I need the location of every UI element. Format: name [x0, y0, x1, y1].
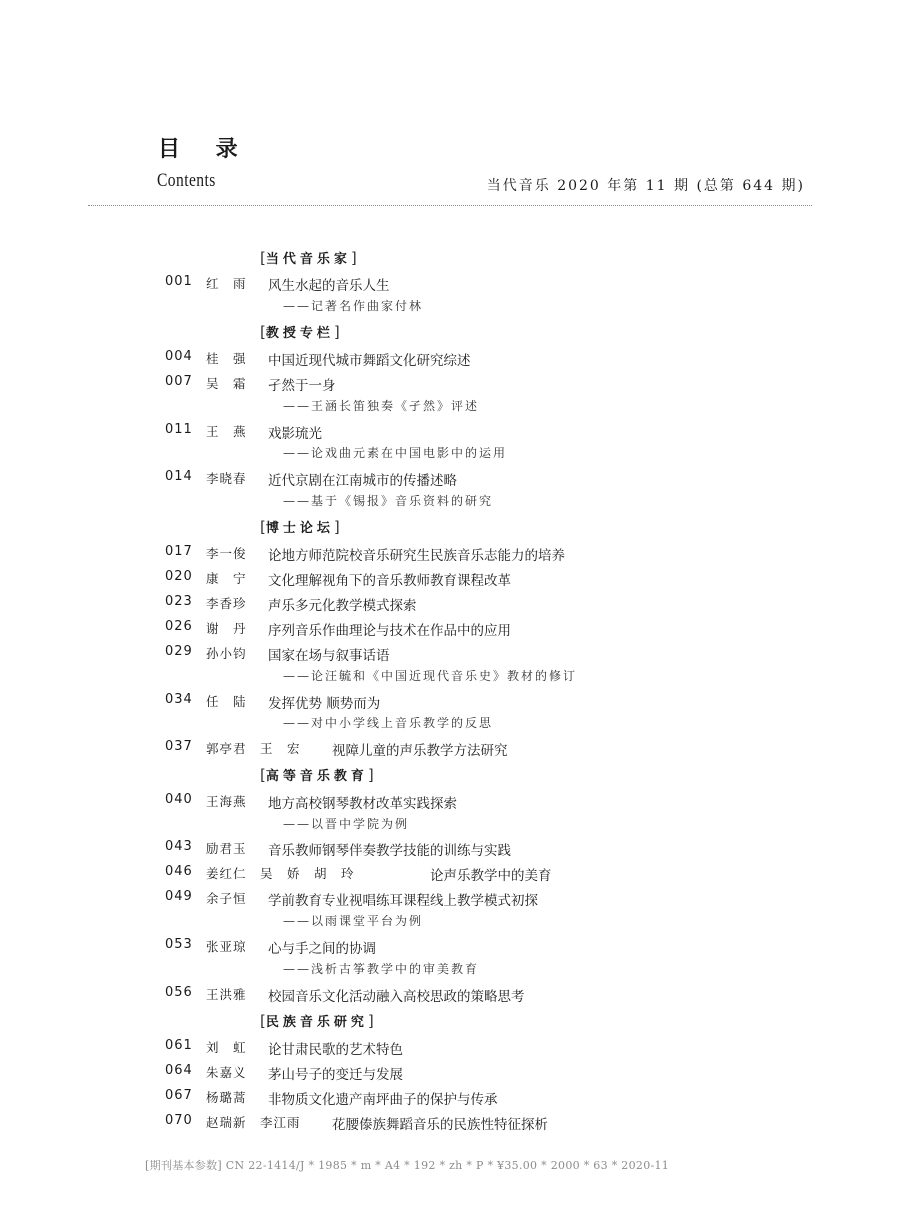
entry-title: 文化理解视角下的音乐教师教育课程改革	[268, 573, 511, 589]
page-number: 053	[165, 937, 193, 952]
entry-author: 王 燕	[206, 424, 247, 439]
page-number: 046	[165, 864, 193, 879]
page-number: 064	[165, 1063, 193, 1078]
section-header: [教授专栏]	[260, 323, 340, 341]
entry-title: 论甘肃民歌的艺术特色	[268, 1042, 403, 1058]
page-number: 034	[165, 692, 193, 707]
entry-author: 康 宁	[206, 571, 247, 586]
page-number: 017	[165, 544, 193, 559]
entry-subtitle: ——以雨课堂平台为例	[283, 914, 424, 928]
entry-title: 声乐多元化教学模式探索	[268, 598, 417, 614]
toc-title-cn: 目 录	[158, 137, 252, 162]
entry-author: 张亚琼	[206, 939, 247, 954]
section-header: [民族音乐研究]	[260, 1012, 374, 1030]
entry-title: 风生水起的音乐人生	[268, 278, 390, 294]
entry-subtitle: ——对中小学线上音乐教学的反思	[283, 716, 494, 730]
entry-author: 王洪雅	[206, 987, 247, 1002]
entry-title: 发挥优势 顺势而为	[268, 696, 381, 712]
page-number: 037	[165, 739, 193, 754]
page-number: 061	[165, 1038, 193, 1053]
page-number: 056	[165, 985, 193, 1000]
entry-author: 余子恒	[206, 891, 247, 906]
entry-author: 任 陆	[206, 694, 247, 709]
entry-author: 王海燕	[206, 794, 247, 809]
section-header: [当代音乐家]	[260, 249, 357, 267]
page-number: 020	[165, 569, 193, 584]
page-number: 029	[165, 644, 193, 659]
entry-title: 论地方师范院校音乐研究生民族音乐志能力的培养	[268, 548, 565, 564]
entry-author: 红 雨	[206, 276, 247, 291]
dotted-divider	[88, 205, 812, 206]
entry-title: 序列音乐作曲理论与技术在作品中的应用	[268, 623, 511, 639]
entry-title: 中国近现代城市舞蹈文化研究综述	[268, 353, 471, 369]
page-number: 004	[165, 349, 193, 364]
entry-author: 励君玉	[206, 841, 247, 856]
page-number: 070	[165, 1113, 193, 1128]
entry-subtitle: ——以晋中学院为例	[283, 817, 410, 831]
entry-author: 姜红仁 吴 娇 胡 玲	[206, 866, 355, 881]
entry-author: 朱嘉义	[206, 1065, 247, 1080]
entry-title: 心与手之间的协调	[268, 941, 376, 957]
page-number: 067	[165, 1088, 193, 1103]
entry-subtitle: ——王涵长笛独奏《孑然》评述	[283, 399, 480, 413]
page-number: 026	[165, 619, 193, 634]
entry-title: 孑然于一身	[268, 378, 336, 394]
entry-author: 刘 虹	[206, 1040, 247, 1055]
entry-subtitle: ——记著名作曲家付林	[283, 299, 424, 313]
entry-author: 吴 霜	[206, 376, 247, 391]
entry-author: 赵瑞新 李江雨	[206, 1115, 301, 1130]
entry-title: 学前教育专业视唱练耳课程线上教学模式初探	[268, 893, 538, 909]
section-header: [高等音乐教育]	[260, 766, 374, 784]
page-number: 007	[165, 374, 193, 389]
entry-title: 地方高校钢琴教材改革实践探索	[268, 796, 457, 812]
page-number: 049	[165, 889, 193, 904]
entry-title: 近代京剧在江南城市的传播述略	[268, 473, 457, 489]
entry-title: 茅山号子的变迁与发展	[268, 1067, 403, 1083]
entry-subtitle: ——基于《锡报》音乐资料的研究	[283, 494, 494, 508]
page-number: 014	[165, 469, 193, 484]
entry-subtitle: ——论汪毓和《中国近现代音乐史》教材的修订	[283, 669, 578, 683]
entry-title: 视障儿童的声乐教学方法研究	[332, 743, 508, 759]
journal-parameters-footer: [期刊基本参数] CN 22-1414/J * 1985 * m * A4 * 192 * zh * P * ¥35.00 * 2000 * 63 * 2020-11	[145, 1159, 670, 1172]
page-number: 043	[165, 839, 193, 854]
issue-info: 当代音乐 2020 年第 11 期 (总第 644 期)	[486, 178, 805, 194]
entry-author: 孙小钧	[206, 646, 247, 661]
section-header: [博士论坛]	[260, 518, 340, 536]
entry-title: 校园音乐文化活动融入高校思政的策略思考	[268, 989, 525, 1005]
entry-title: 论声乐教学中的美育	[430, 868, 552, 884]
page-number: 001	[165, 274, 193, 289]
entry-author: 杨璐蒿	[206, 1090, 247, 1105]
entry-author: 李晓春	[206, 471, 247, 486]
toc-title-en: Contents	[157, 170, 216, 191]
entry-author: 郭亭君 王 宏	[206, 741, 301, 756]
entry-author: 李香珍	[206, 596, 247, 611]
entry-title: 非物质文化遗产南坪曲子的保护与传承	[268, 1092, 498, 1108]
entry-author: 桂 强	[206, 351, 247, 366]
entry-title: 国家在场与叙事话语	[268, 648, 390, 664]
entry-author: 李一俊	[206, 546, 247, 561]
entry-title: 戏影琉光	[268, 426, 322, 442]
entry-title: 音乐教师钢琴伴奏教学技能的训练与实践	[268, 843, 511, 859]
page-number: 023	[165, 594, 193, 609]
entry-title: 花腰傣族舞蹈音乐的民族性特征探析	[332, 1117, 548, 1133]
entry-author: 谢 丹	[206, 621, 247, 636]
entry-subtitle: ——浅析古筝教学中的审美教育	[283, 962, 480, 976]
page-number: 011	[165, 422, 193, 437]
page-number: 040	[165, 792, 193, 807]
entry-subtitle: ——论戏曲元素在中国电影中的运用	[283, 446, 508, 460]
